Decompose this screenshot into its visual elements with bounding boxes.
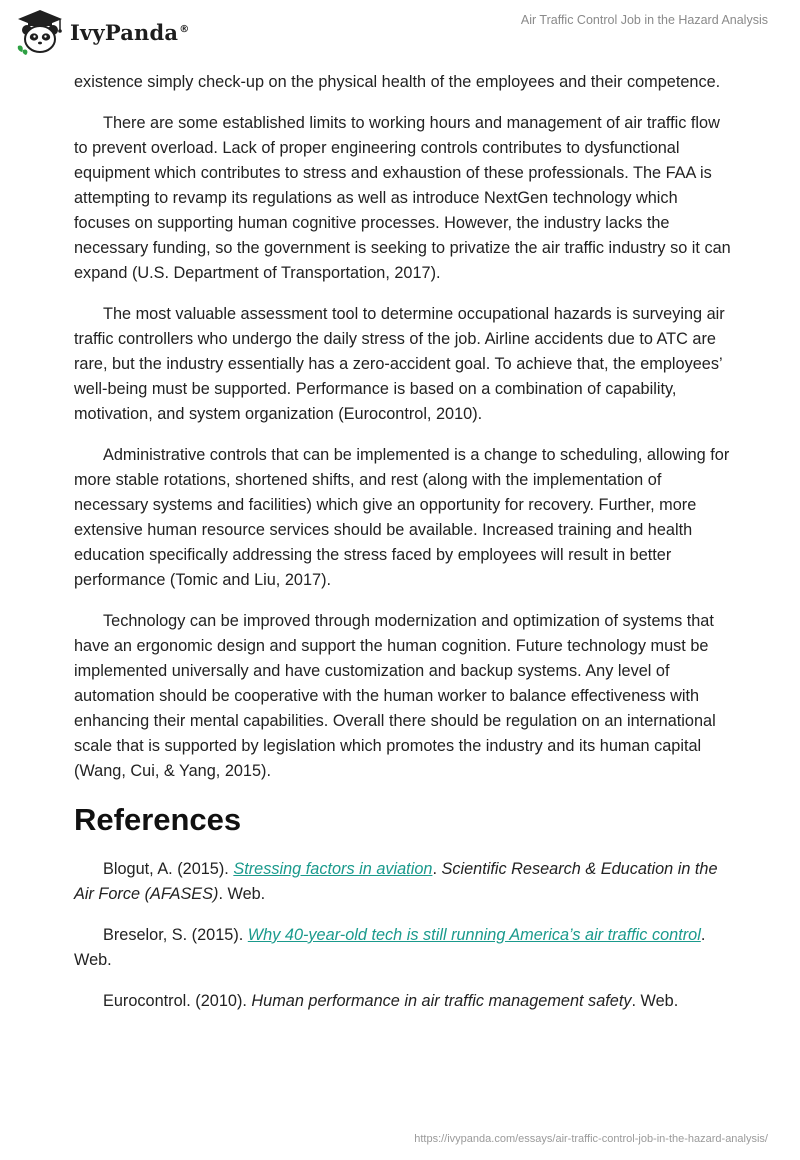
reference-item: Eurocontrol. (2010). Human performance in air traffic management safety. Web. — [103, 992, 679, 1010]
body-paragraph: existence simply check-up on the physical health of the employees and their competence. — [74, 73, 721, 91]
body-paragraph: The most valuable assessment tool to determine occupational hazards is surveying air traffic controllers who undergo the daily stress of the job. Airline accidents due to ATC are rare, but the industry essentially has a zero-accident goal. To achieve that, the employees’ well-being must be supported. Performance is based on a combination of capability, motivation, and system organization (Eurocontrol, 2010). — [74, 305, 725, 423]
panda-graduate-icon — [14, 8, 66, 56]
document-title: Air Traffic Control Job in the Hazard Analysis — [520, 13, 768, 27]
reference-item: Breselor, S. (2015). Why 40-year-old tech is still running America’s air traffic control. Web. — [74, 926, 706, 969]
essay-content — [74, 70, 734, 1030]
footer-url[interactable]: https://ivypanda.com/essays/air-traffic-control-job-in-the-hazard-analysis/ — [414, 1133, 768, 1145]
reference-item: Blogut, A. (2015). Stressing factors in aviation. Scientific Research & Education in the Air Force (AFASES). Web. — [74, 860, 718, 903]
ivypanda-logo[interactable] — [14, 8, 189, 56]
page-header — [0, 0, 800, 72]
body-paragraph: Administrative controls that can be implemented is a change to scheduling, allowing for more stable rotations, shortened shifts, and rest (along with the implementation of necessary systems and facilities) which give an opportunity for recovery. Further, more extensive human resource services should be available. Increased training and health education specifically addressing the stress faced by employees will result in better performance (Tomic and Liu, 2017). — [74, 446, 730, 589]
logo-wordmark: IvyPanda® — [70, 19, 190, 45]
references-heading: References — [74, 802, 242, 837]
body-paragraph: There are some established limits to working hours and management of air traffic flow to prevent overload. Lack of proper engineering controls contributes to dysfunctional equipment which contributes to stress and exhaustion of these professionals. The FAA is attempting to revamp its regulations as well as introduce NextGen technology which focuses on supporting human cognitive processes. However, the industry lacks the necessary funding, so the government is seeking to privatize the air traffic industry so it can expand (U.S. Department of Transportation, 2017). — [74, 114, 731, 282]
reference-link[interactable]: Stressing factors in aviation — [233, 860, 433, 878]
reference-link[interactable]: Why 40-year-old tech is still running America’s air traffic control — [247, 926, 701, 944]
body-paragraph: Technology can be improved through modernization and optimization of systems that have an ergonomic design and support the human cognition. Future technology must be implemented universally and have customization and backup systems. Any level of automation should be cooperative with the human worker to balance effectiveness with enhancing their mental capabilities. Overall there should be regulation on an international scale that is supported by legislation which promotes the industry and its human capital (Wang, Cui, & Yang, 2015). — [74, 612, 716, 780]
